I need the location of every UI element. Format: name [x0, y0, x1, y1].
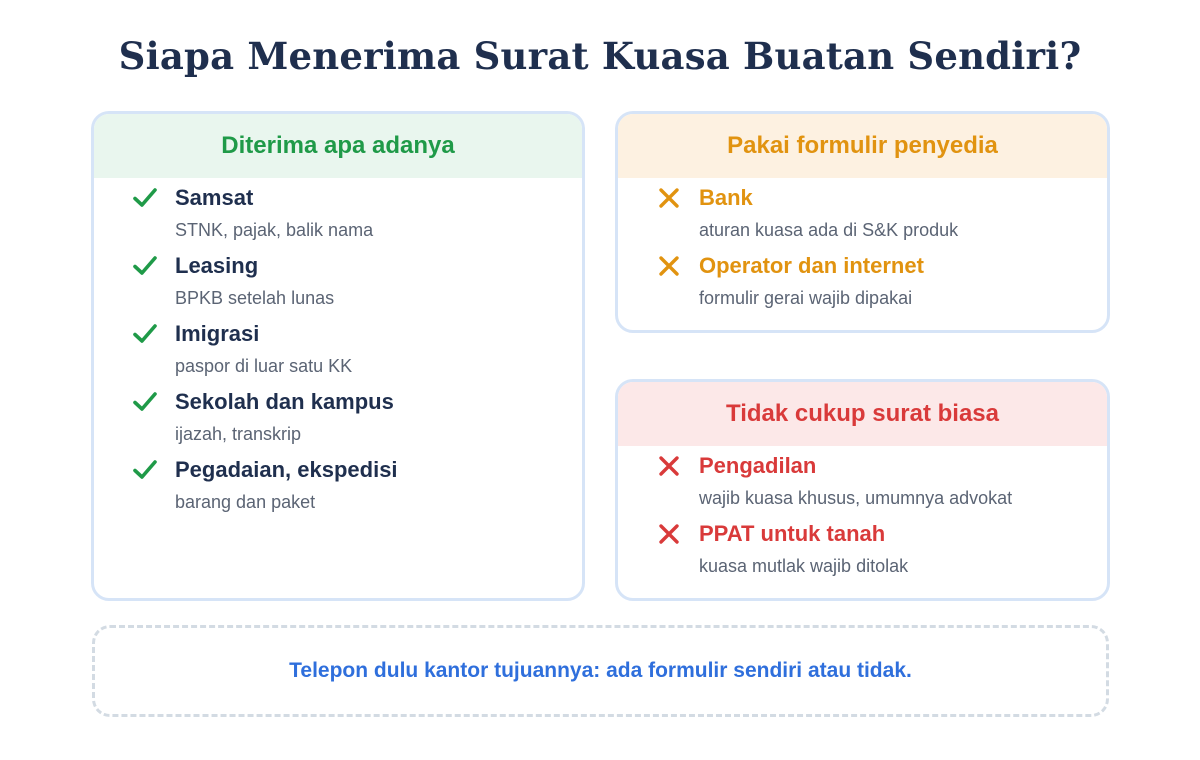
tip-note: Telepon dulu kantor tujuannya: ada formulir sendiri atau tidak.	[92, 625, 1109, 717]
page-title: Siapa Menerima Surat Kuasa Buatan Sendiri?	[118, 34, 1082, 78]
check-icon	[131, 252, 159, 280]
item-description: wajib kuasa khusus, umumnya advokat	[699, 488, 1013, 508]
item-label: Pegadaian, ekspedisi	[175, 457, 398, 482]
list-item	[655, 449, 1107, 517]
item-description: formulir gerai wajib dipakai	[699, 288, 913, 308]
item-description: BPKB setelah lunas	[175, 288, 335, 308]
provider-form-card	[615, 111, 1110, 333]
item-label: Imigrasi	[175, 321, 260, 346]
item-label: Leasing	[175, 253, 259, 278]
item-description: STNK, pajak, balik nama	[175, 220, 374, 240]
list-item	[131, 181, 582, 249]
list-item	[131, 453, 582, 521]
item-description: paspor di luar satu KK	[175, 356, 353, 376]
x-icon	[655, 452, 683, 480]
check-icon	[131, 456, 159, 484]
item-label: Pengadilan	[699, 453, 817, 478]
list-item	[131, 317, 582, 385]
provider-form-card-header: Pakai formulir penyedia	[618, 114, 1107, 178]
item-label: Bank	[699, 185, 753, 210]
check-icon	[131, 320, 159, 348]
list-item	[655, 181, 1107, 249]
item-description: kuasa mutlak wajib ditolak	[699, 556, 909, 576]
item-description: ijazah, transkrip	[175, 424, 302, 444]
list-item	[131, 385, 582, 453]
item-label: Sekolah dan kampus	[175, 389, 394, 414]
list-item	[655, 249, 1107, 317]
item-description: aturan kuasa ada di S&K produk	[699, 220, 959, 240]
x-icon	[655, 520, 683, 548]
x-icon	[655, 184, 683, 212]
item-label: Samsat	[175, 185, 254, 210]
list-item	[131, 249, 582, 317]
not-enough-card	[615, 379, 1110, 601]
item-label: PPAT untuk tanah	[699, 521, 886, 546]
accepted-card	[91, 111, 585, 601]
accepted-card-header: Diterima apa adanya	[94, 114, 582, 178]
check-icon	[131, 184, 159, 212]
item-description: barang dan paket	[175, 492, 316, 512]
not-enough-card-header: Tidak cukup surat biasa	[618, 382, 1107, 446]
item-label: Operator dan internet	[699, 253, 924, 278]
x-icon	[655, 252, 683, 280]
list-item	[655, 517, 1107, 585]
check-icon	[131, 388, 159, 416]
